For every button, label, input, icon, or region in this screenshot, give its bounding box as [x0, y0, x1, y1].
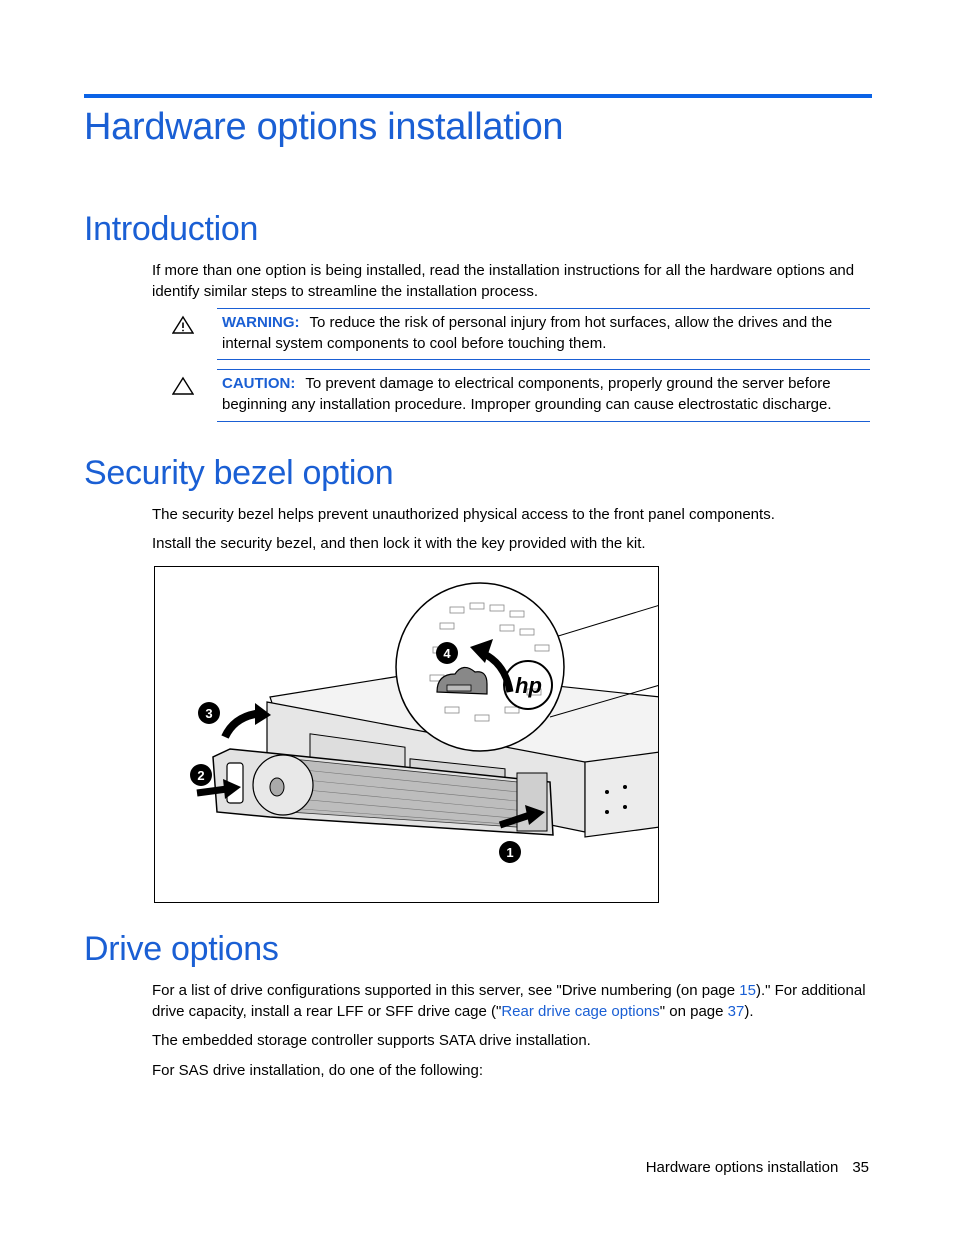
- caution-icon: [172, 376, 194, 396]
- security-bezel-figure: [154, 566, 659, 903]
- warning-icon: [172, 315, 194, 335]
- caution-note: [217, 369, 870, 422]
- svg-text:2: 2: [197, 768, 205, 783]
- svg-text:4: 4: [443, 646, 451, 661]
- drive-options-paragraph-1: For a list of drive configurations supported in this server, see "Drive numbering (on page 15)." For additional drive capacity, install a rear LFF or SFF drive cage ("Rear drive cage options" on page 37).: [152, 982, 866, 1020]
- detail-zoom-circle: [396, 583, 564, 751]
- footer-page-number: 35: [852, 1159, 869, 1176]
- callout-4: [436, 642, 458, 664]
- chassis-edge: [555, 605, 659, 637]
- page-footer: [632, 1158, 869, 1178]
- footer-section: Hardware options installation: [645, 1159, 839, 1176]
- warning-text: To reduce the risk of personal injury from hot surfaces, allow the drives and the internal system components to cool before touching them.: [222, 314, 833, 352]
- page-37-link[interactable]: 37: [727, 1002, 745, 1020]
- callout-1: [499, 841, 521, 863]
- callout-2: [190, 764, 212, 786]
- callout-3: [198, 702, 220, 724]
- introduction-paragraph: If more than one option is being installed, read the installation instructions for all the hardware options and identify similar steps to streamline the installation process.: [152, 262, 855, 300]
- server-side-panel: [585, 752, 659, 837]
- security-bezel-heading: Security bezel option: [84, 454, 394, 492]
- introduction-heading: Introduction: [84, 210, 259, 248]
- rear-drive-cage-options-link[interactable]: Rear drive cage options: [501, 1002, 660, 1020]
- svg-text:3: 3: [205, 706, 213, 721]
- hp-logo: hp: [515, 673, 542, 698]
- security-bezel-paragraph-2: Install the security bezel, and then lock it with the key provided with the kit.: [152, 535, 646, 552]
- drive-options-heading: Drive options: [84, 930, 279, 968]
- chapter-rule: [84, 94, 872, 98]
- push-arrow-2: [197, 789, 227, 793]
- warning-note: [217, 308, 870, 360]
- svg-text:1: 1: [506, 845, 514, 860]
- security-bezel-illustration: [155, 567, 659, 903]
- caution-label: CAUTION:: [222, 375, 296, 392]
- drive-options-paragraph-3: For SAS drive installation, do one of the following:: [152, 1062, 484, 1079]
- bezel-lock: [270, 778, 284, 796]
- chapter-title: Hardware options installation: [84, 106, 564, 148]
- security-bezel-paragraph-1: The security bezel helps prevent unauthorized physical access to the front panel components.: [152, 506, 775, 523]
- drive-options-paragraph-2: The embedded storage controller supports SATA drive installation.: [152, 1032, 591, 1049]
- warning-label: WARNING:: [222, 314, 300, 331]
- page-15-link[interactable]: 15: [739, 982, 756, 999]
- caution-text: To prevent damage to electrical components, properly ground the server before beginning any installation procedure. Improper grounding can cause electrostatic discharge.: [222, 375, 832, 413]
